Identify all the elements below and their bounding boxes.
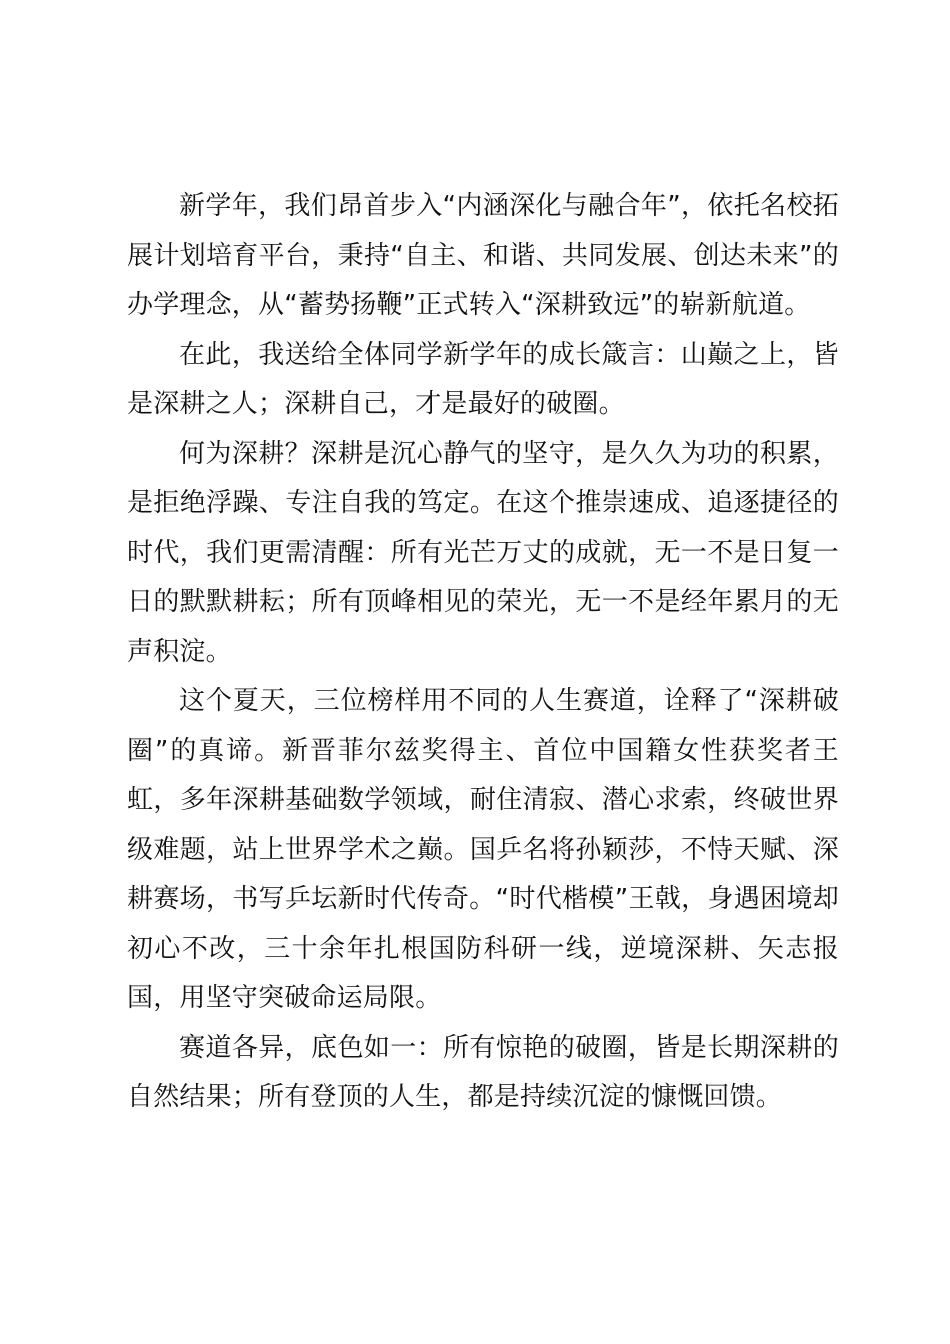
paragraph-1: 新学年，我们昂首步入“内涵深化与融合年”，依托名校拓展计划培育平台，秉持“自主、和谐、共同发展、创达未来”的办学理念，从“蓄势扬鞭”正式转入“深耕致远”的崭新航道。: [127, 191, 839, 320]
paragraph-2: 在此，我送给全体同学新学年的成长箴言：山巅之上，皆是深耕之人；深耕自己，才是最好的破圈。: [127, 339, 839, 419]
paragraph-4: 这个夏天，三位榜样用不同的人生赛道，诠释了“深耕破圈”的真谛。新晋菲尔兹奖得主、首位中国籍女性获奖者王虹，多年深耕基础数学领域，耐住清寂、潜心求索，终破世界级难题，站上世界学术之巅。国乒名将孙颖莎，不恃天赋、深耕赛场，书写乒坛新时代传奇。“时代楷模”王戟，身遇困境却初心不改，三十余年扎根国防科研一线，逆境深耕、矢志报国，用坚守突破命运局限。: [127, 686, 839, 1013]
paragraph-3: 何为深耕？深耕是沉心静气的坚守，是久久为功的积累，是拒绝浮躁、专注自我的笃定。在这个推崇速成、追逐捷径的时代，我们更需清醒：所有光芒万丈的成就，无一不是日复一日的默默耕耘；所有顶峰相见的荣光，无一不是经年累月的无声积淀。: [127, 438, 839, 667]
paragraph-5: 赛道各异，底色如一：所有惊艳的破圈，皆是长期深耕的自然结果；所有登顶的人生，都是持续沉淀的慷慨回馈。: [127, 1032, 839, 1112]
document-body: [127, 182, 839, 1123]
